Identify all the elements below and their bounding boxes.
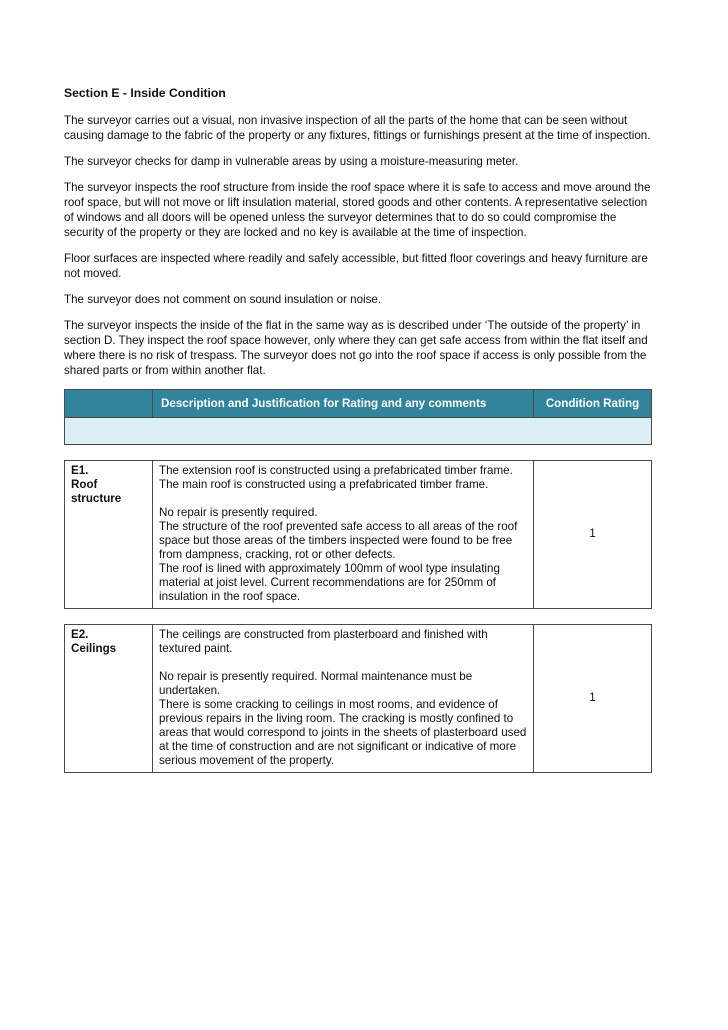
condition-rating-value: 1	[534, 461, 652, 609]
header-row	[65, 390, 652, 418]
description-condition: There is some cracking to ceilings in most rooms, and evidence of previous repairs in the living room. The cracking is mostly confined to areas that would correspond to joints in the sheets of plasterboard used at the time of construction and are not significant or indicative of more serious movement of the property.	[159, 698, 527, 767]
roof-paragraph: The surveyor inspects the roof structure from inside the roof space where it is safe to access and move around the roof space, but will not move or lift insulation material, stored goods and other contents. A representative selection of windows and all doors will be opened unless the surveyor determines that to do so could compromise the security of the property or they are locked and no key is available at the time of inspection.	[64, 181, 651, 239]
header-subrow	[65, 418, 652, 445]
rating-header-table	[64, 389, 652, 445]
condition-rating-value: 1	[534, 625, 652, 773]
floor-paragraph: Floor surfaces are inspected where readily and safely accessible, but fitted floor coverings and heavy furniture are not moved.	[64, 252, 648, 280]
item-name: Roof	[71, 478, 98, 491]
item-code: E2.	[71, 628, 89, 641]
description-condition: The structure of the roof prevented safe access to all areas of the roof space but those areas of the timbers inspected were found to be free from dampness, cracking, rot or other defects.	[159, 520, 518, 561]
header-blank-cell	[65, 390, 153, 418]
document-page	[64, 86, 654, 773]
item-table-e1	[64, 460, 652, 609]
table-row	[65, 461, 652, 609]
description-repair: No repair is presently required. Normal maintenance must be undertaken.	[159, 670, 473, 697]
item-name-continued: structure	[71, 492, 122, 505]
item-description-cell	[153, 625, 534, 773]
header-subrow-cell	[65, 418, 652, 445]
damp-paragraph: The surveyor checks for damp in vulnerable areas by using a moisture-measuring meter.	[64, 155, 519, 168]
sound-paragraph: The surveyor does not comment on sound insulation or noise.	[64, 293, 382, 306]
paragraph-gap	[159, 492, 527, 506]
item-description-cell	[153, 461, 534, 609]
item-table-e2	[64, 624, 652, 773]
description-construction: The extension roof is constructed using a prefabricated timber frame. The main roof is constructed using a prefabricated timber frame.	[159, 464, 513, 491]
description-header: Description and Justification for Rating and any comments	[153, 390, 534, 418]
condition-rating-header: Condition Rating	[534, 390, 652, 418]
intro-paragraph: The surveyor carries out a visual, non invasive inspection of all the parts of the home that can be seen without causing damage to the fabric of the property or any fixtures, fittings or furnishings present at the time of inspection.	[64, 114, 651, 142]
description-insulation: The roof is lined with approximately 100mm of wool type insulating material at joist level. Current recommendations are for 250mm of insulation in the roof space.	[159, 562, 500, 603]
paragraph-gap	[159, 656, 527, 670]
item-label-cell	[65, 625, 153, 773]
table-row	[65, 625, 652, 773]
section-title: Section E - Inside Condition	[64, 86, 226, 100]
description-construction: The ceilings are constructed from plasterboard and finished with textured paint.	[159, 628, 488, 655]
item-code: E1.	[71, 464, 89, 477]
item-label-cell	[65, 461, 153, 609]
description-repair: No repair is presently required.	[159, 506, 318, 519]
item-name: Ceilings	[71, 642, 117, 655]
flat-paragraph: The surveyor inspects the inside of the flat in the same way as is described under ‘The outside of the property’ in section D. They inspect the roof space however, only where they can get safe access from within the flat itself and where there is no risk of trespass. The surveyor does not go into the roof space if access is only possible from the shared parts or from within another flat.	[64, 319, 648, 377]
